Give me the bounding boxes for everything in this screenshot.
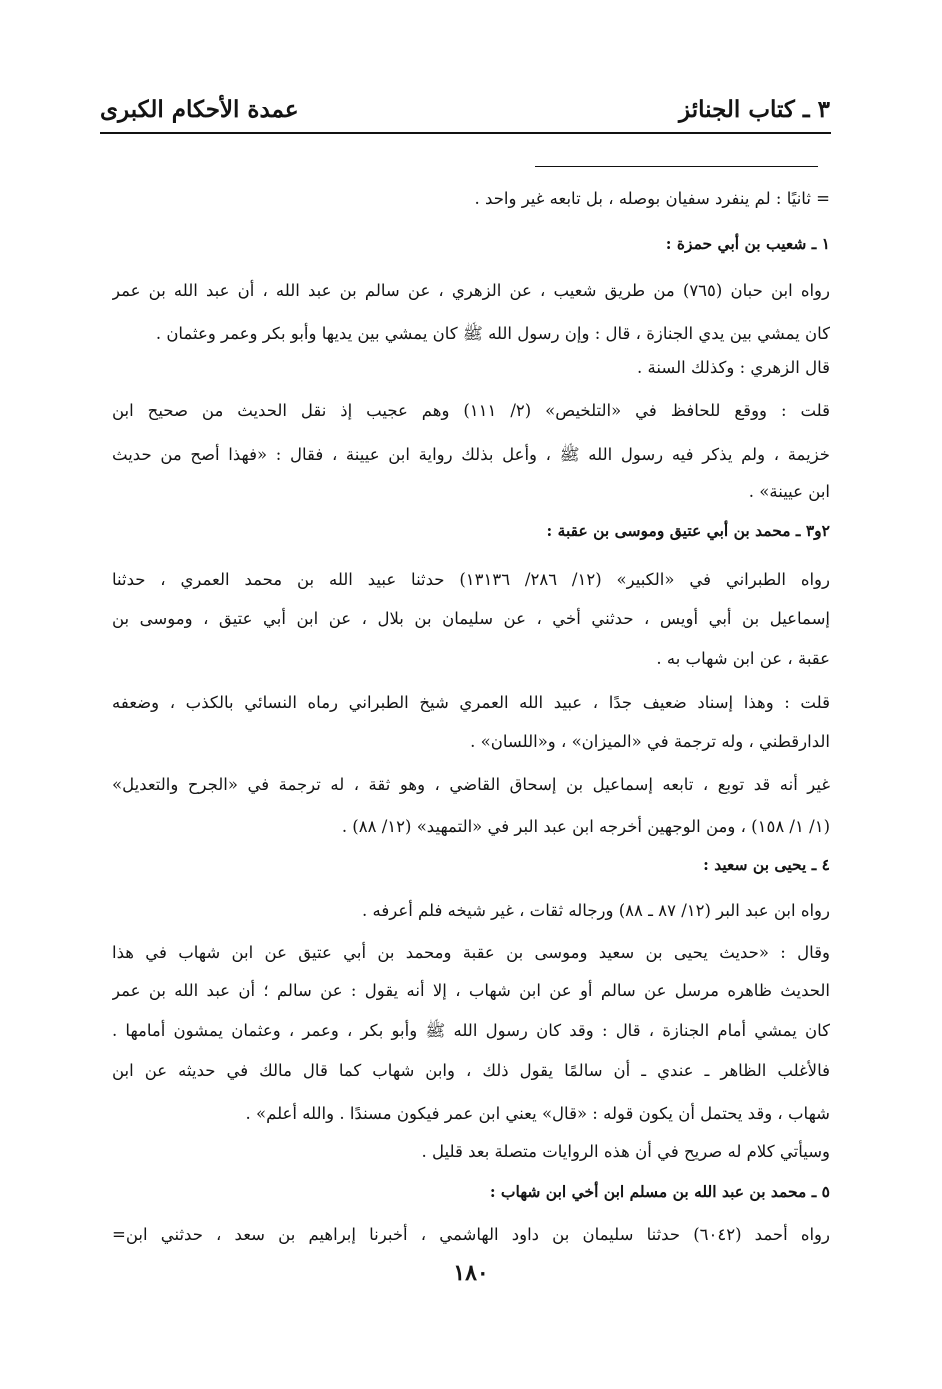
- body-line: غير أنه قد توبع ، تابعه إسماعيل بن إسحاق القاضي ، وهو ثقة ، له ترجمة في «الجرح والتعديل»: [112, 775, 830, 794]
- page-number: ١٨٠: [453, 1260, 489, 1286]
- body-line: رواه ابن حبان (٧٦٥) من طريق شعيب ، عن الزهري ، عن سالم بن عبد الله ، أن عبد الله بن عمر: [112, 281, 830, 300]
- body-line: قال الزهري : وكذلك السنة .: [637, 358, 830, 377]
- footnote-separator: [535, 166, 818, 167]
- section-heading: ٢و٣ ـ محمد بن أبي عتيق وموسى بن عقبة :: [546, 521, 830, 540]
- body-line: (١/ ١/ ١٥٨) ، ومن الوجهين أخرجه ابن عبد البر في «التمهيد» (١٢/ ٨٨) .: [341, 817, 830, 836]
- body-line: وقال : «حديث يحيى بن سعيد وموسى بن عقبة ومحمد بن أبي عتيق عن ابن شهاب في هذا: [112, 943, 830, 962]
- body-line: وسيأتي كلام له صريح في أن هذه الروايات متصلة بعد قليل .: [421, 1142, 830, 1161]
- body-line: كان يمشي أمام الجنازة ، قال : وقد كان رسول الله ﷺ وأبو بكر ، وعمر ، وعثمان يمشون أمامها .: [112, 1021, 830, 1040]
- body-line: قلت : وهذا إسناد ضعيف جدًا ، عبيد الله العمري شيخ الطبراني رماه النسائي بالكذب ، وضعفه: [112, 693, 830, 712]
- body-line: رواه أحمد (٦٠٤٢) حدثنا سليمان بن داود الهاشمي ، أخبرنا إبراهيم بن سعد ، حدثني ابن=: [112, 1225, 830, 1244]
- section-heading: ١ ـ شعيب بن أبي حمزة :: [665, 234, 830, 253]
- body-line: رواه ابن عبد البر (١٢/ ٨٧ ـ ٨٨) ورجاله ثقات ، غير شيخه فلم أعرفه .: [362, 901, 830, 920]
- body-line: فالأغلب الظاهر ـ عندي ـ أن سالمًا يقول ذلك ، وابن شهاب كما قال مالك في حديثه عن ابن: [112, 1061, 830, 1080]
- section-heading: ٤ ـ يحيى بن سعيد :: [703, 855, 830, 874]
- body-line: = ثانيًا : لم ينفرد سفيان بوصله ، بل تابعه غير واحد .: [474, 189, 830, 208]
- body-line: إسماعيل بن أبي أويس ، حدثني أخي ، عن سليمان بن بلال ، عن ابن أبي عتيق ، وموسى بن: [112, 609, 830, 628]
- body-line: قلت : ووقع للحافظ في «التلخيص» (٢/ ١١١) وهم عجيب إذ نقل الحديث من صحيح ابن: [112, 401, 830, 420]
- body-line: خزيمة ، ولم يذكر فيه رسول الله ﷺ ، وأعل بذلك رواية ابن عيينة ، فقال : «فهذا أصح من حديث: [112, 445, 830, 464]
- running-header: [100, 96, 830, 132]
- section-heading: ٥ ـ محمد بن عبد الله بن مسلم ابن أخي ابن شهاب :: [489, 1182, 830, 1201]
- body-line: عقبة ، عن ابن شهاب به .: [656, 649, 830, 668]
- body-line: ابن عيينة» .: [748, 482, 830, 501]
- body-line: شهاب ، وقد يحتمل أن يكون قوله : «قال» يعني ابن عمر فيكون مسندًا . والله أعلم» .: [245, 1104, 830, 1123]
- body-line: الحديث ظاهره مرسل عن سالم أو عن ابن شهاب ، إلا أنه يقول : عن سالم ؛ أن عبد الله بن عمر: [112, 981, 830, 1000]
- header-rule: [100, 132, 831, 134]
- body-line: رواه الطبراني في «الكبير» (١٢/ ٢٨٦/ ١٣١٣٦) حدثنا عبيد الله بن محمد العمري ، حدثنا: [112, 570, 830, 589]
- body-line: الدارقطني ، وله ترجمة في «الميزان» ، و«اللسان» .: [470, 732, 830, 751]
- body-line: كان يمشي بين يدي الجنازة ، قال : وإن رسول الله ﷺ كان يمشي بين يديها وأبو بكر وعمر وعثمان .: [155, 324, 830, 343]
- book-title: عمدة الأحكام الكبرى: [100, 96, 299, 123]
- chapter-title: ٣ ـ كتاب الجنائز: [679, 96, 830, 123]
